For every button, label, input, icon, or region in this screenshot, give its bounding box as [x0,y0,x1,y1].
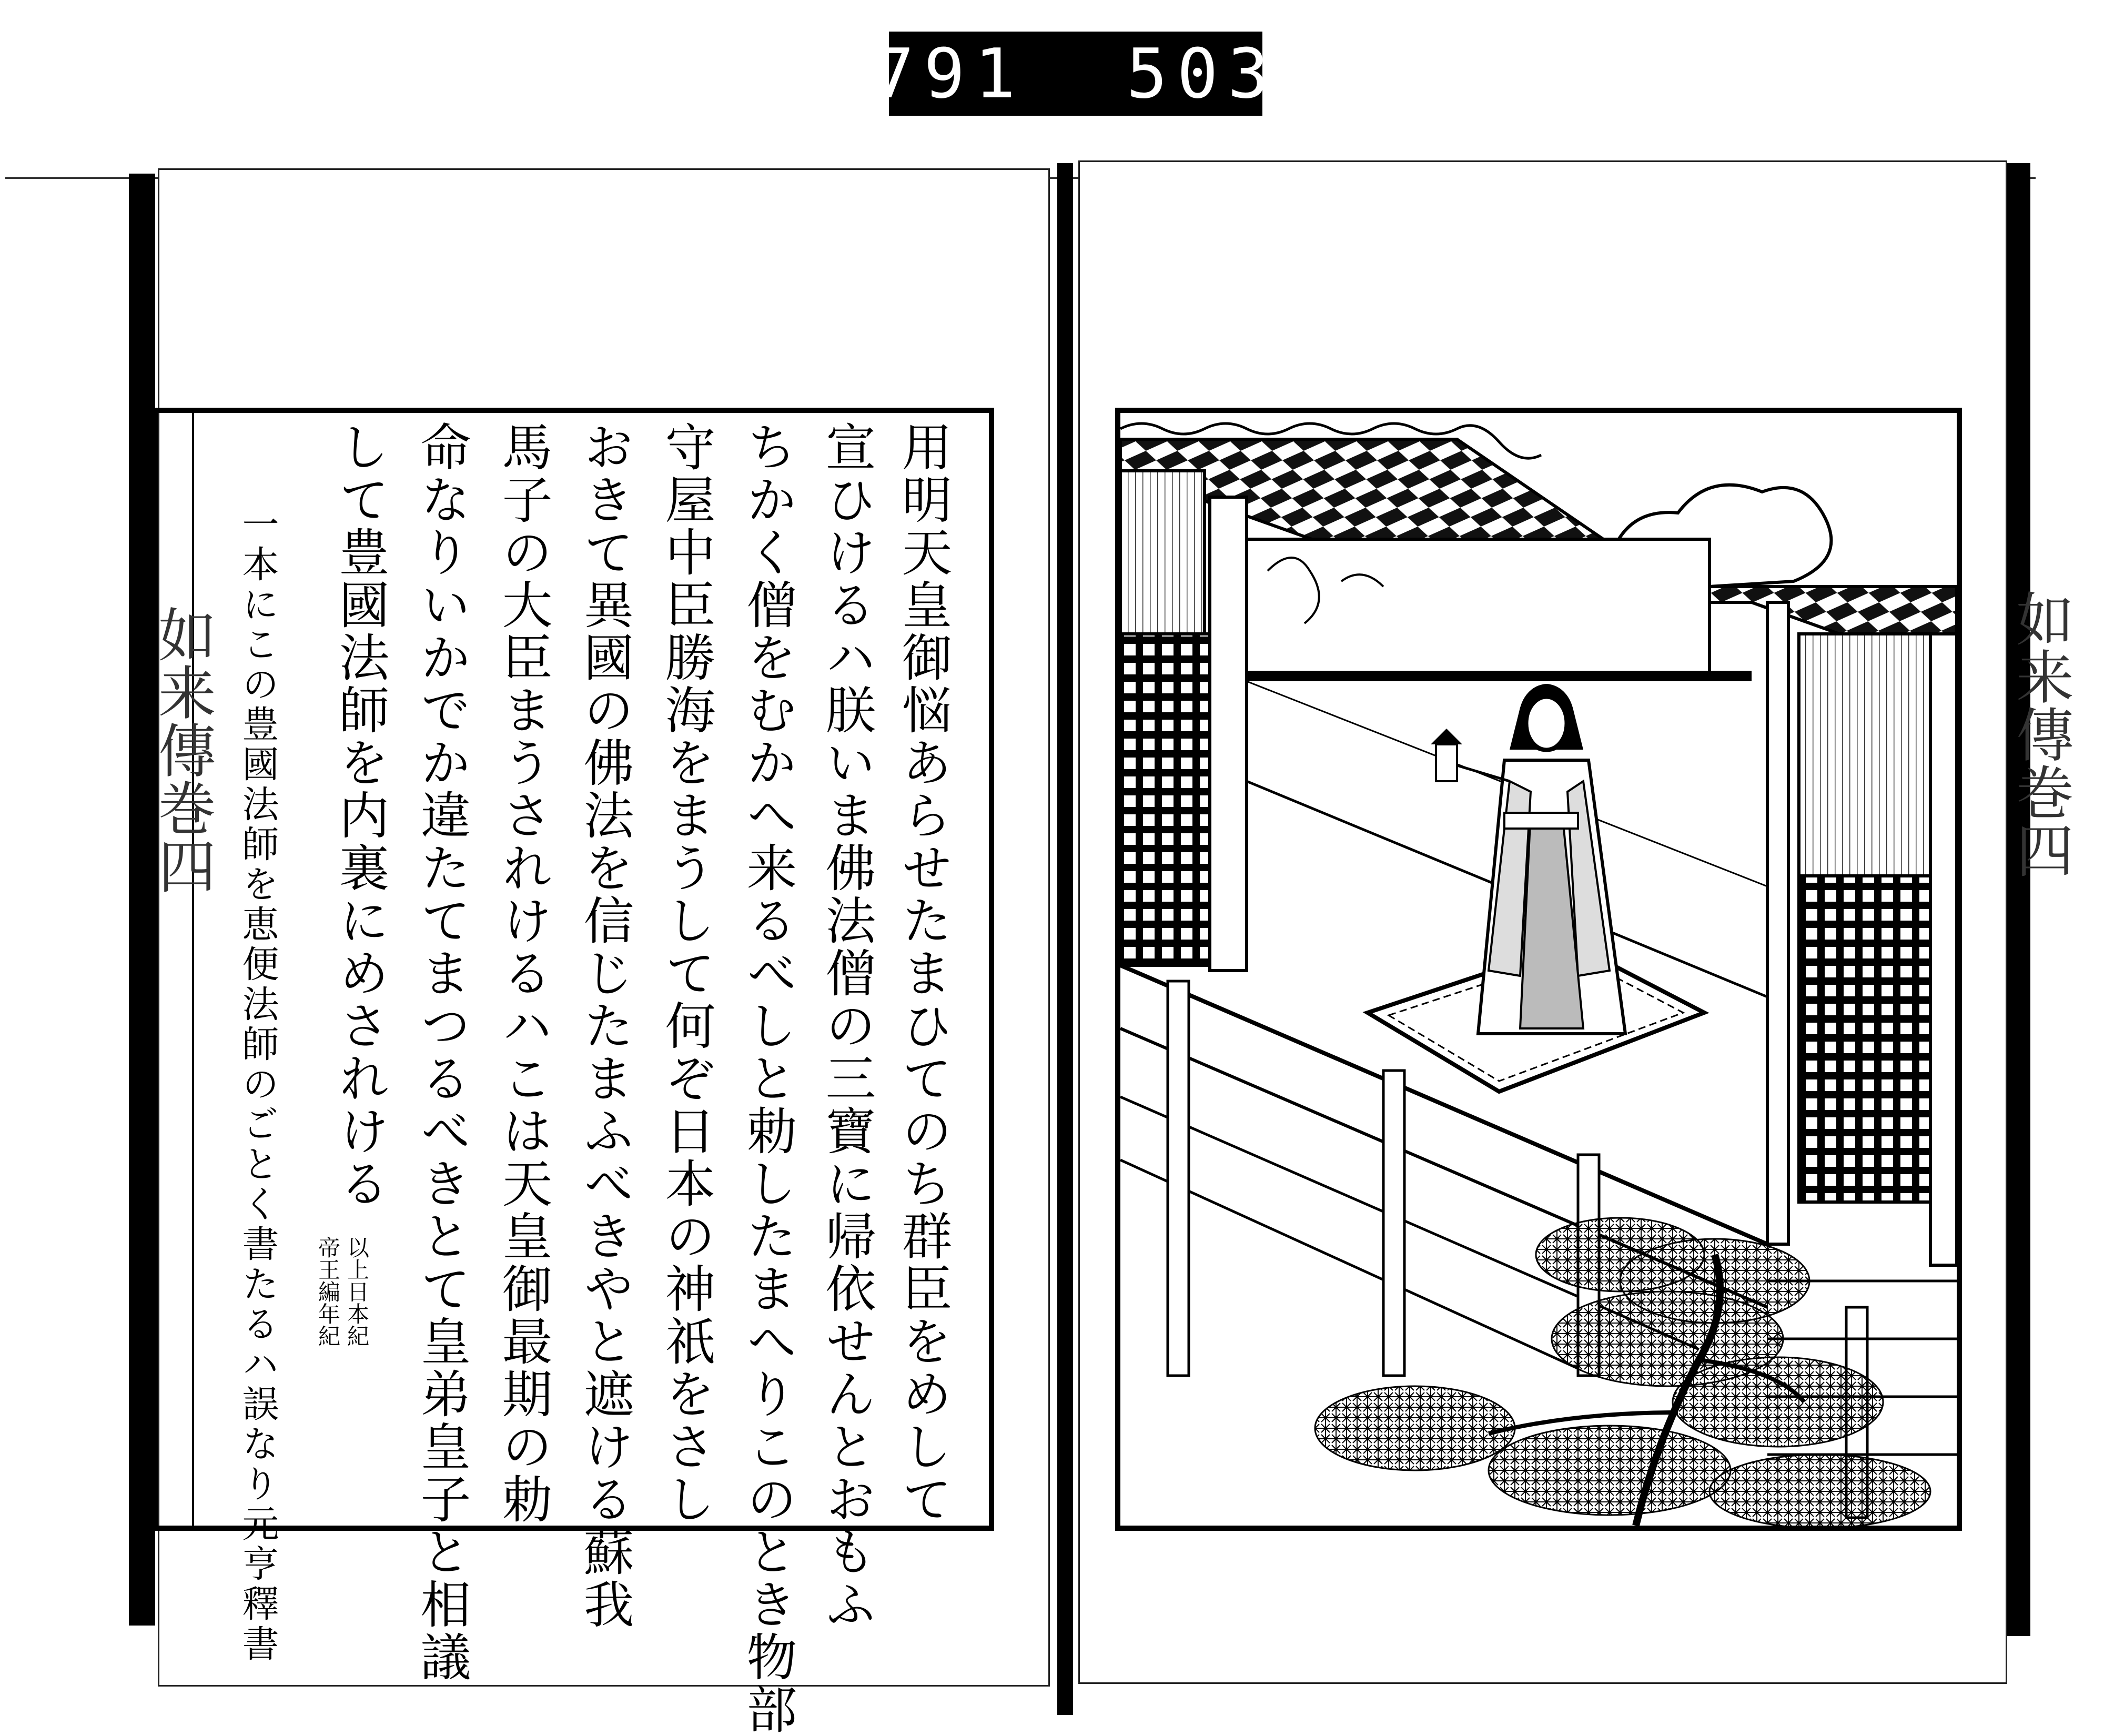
right-margin-title: 如来傳巻四 [2007,589,2074,879]
right-cover-edge [2004,163,2030,1636]
text-column-3: ちかく僧をむかへ来るべしと勅したまへりこのとき物部 [739,421,797,1736]
text-column-7: 命なりいかでか違たてまつるべきとて皇弟皇子と相議 [412,421,471,1683]
text-column-5: おきて異國の佛法を信じたまふべきやと遮ける蘇我 [575,421,634,1631]
text-column-1: 用明天皇御悩あらせたまひてのち群臣をめして [894,421,953,1526]
palace-scene-illustration [1120,413,1957,1526]
text-column-6: 馬子の大臣まうされけるハこは天皇御最期の勅 [494,421,553,1526]
reference-note-left: 帝王編年紀 [315,1236,341,1347]
book-spine [1057,163,1073,1715]
annotation-column: 一本にこの豊國法師を恵便法師のごとく書たるハ誤なり元亨釋書 [236,505,279,1664]
text-column-4: 守屋中臣勝海をまうして何ぞ日本の神祇をさし [657,421,716,1526]
illustration-frame [1115,408,1962,1531]
text-column-2: 宣ひけるハ朕いま佛法僧の三寶に帰依せんとおもふ [817,421,876,1631]
reference-note-right: 以上日本紀 [344,1236,370,1347]
pine-trees [1315,1218,1930,1526]
left-cover-edge [129,174,155,1626]
text-frame-inner-rule [192,413,194,1526]
text-column-8: して豊國法師を内裏にめされける [331,421,390,1210]
call-number-label: 791 503 [889,32,1262,116]
left-margin-title: 如来傳巻四 [149,605,216,894]
